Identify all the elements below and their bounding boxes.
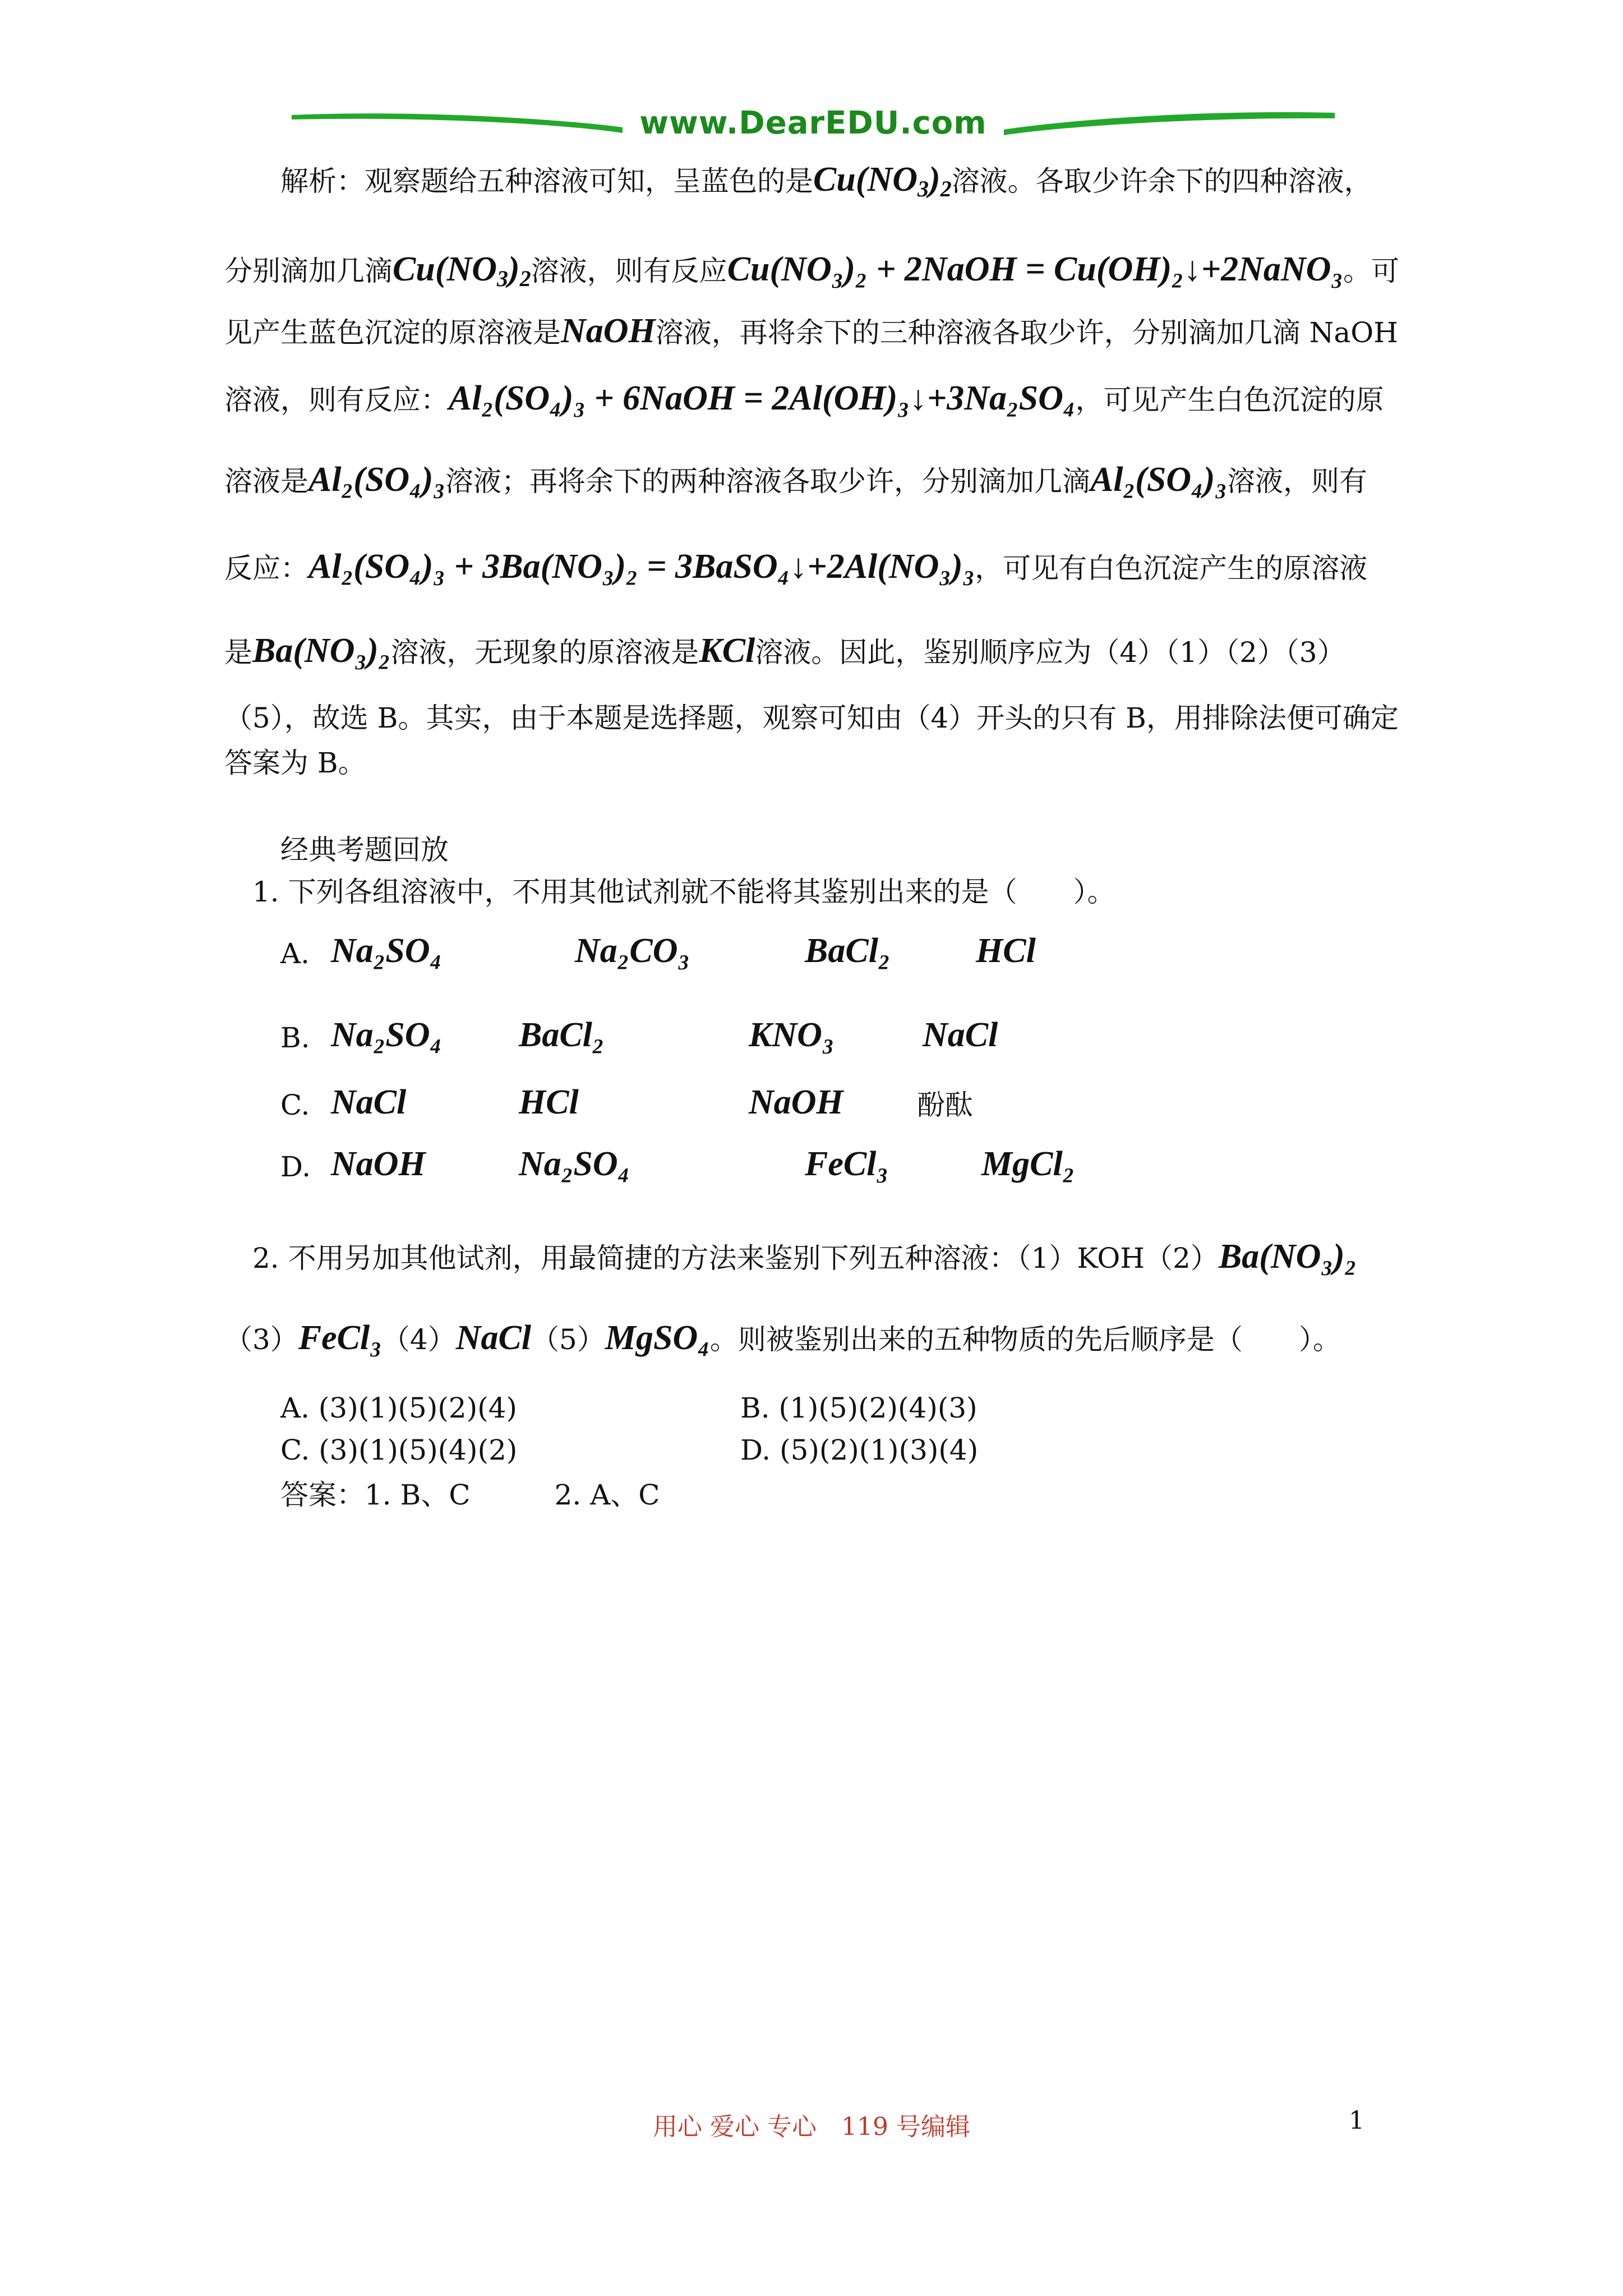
analysis-line-5: 溶液是Al₂(SO₄)₃溶液；再将余下的两种溶液各取少许，分别滴加几滴Al₂(SO₄)₃溶液，则有	[224, 461, 1367, 499]
analysis-line-3: 见产生蓝色沉淀的原溶液是NaOH溶液，再将余下的三种溶液各取少许，分别滴加几滴 NaOH	[224, 312, 1398, 350]
formula-al2so43: Al₂(SO₄)₃	[308, 461, 445, 499]
analysis-line-6: 反应：Al₂(SO₄)₃ + 3Ba(NO₃)₂ = 3BaSO₄↓+2Al(NO₃)₃，可见有白色沉淀产生的原溶液	[224, 547, 1368, 586]
analysis-line-1: 解析：观察题给五种溶液可知，呈蓝色的是$Cu(NO_3)_2$溶液。各取少许余下的四种溶液，	[280, 160, 1372, 201]
q2-option-a: A. (3)(1)(5)(2)(4)	[280, 1392, 518, 1424]
page-number: 1	[1349, 2106, 1364, 2135]
analysis-line-8: （5），故选 B。其实，由于本题是选择题，观察可知由（4）开头的只有 B，用排除法便可确定	[224, 702, 1399, 734]
analysis-line-9: 答案为 B。	[224, 747, 366, 779]
equation-1: Cu(NO₃)₂ + 2NaOH = Cu(OH)₂↓+2NaNO₃	[727, 250, 1344, 288]
site-logo-text: www.DearEDU.com	[639, 105, 987, 141]
q2-option-b: B. (1)(5)(2)(4)(3)	[740, 1392, 978, 1424]
formula-cuno3: $Cu(NO_3)_2$	[813, 160, 952, 201]
formula-cuno3-b: $Cu(NO_3)_2$	[393, 250, 531, 291]
q2-option-c: C. (3)(1)(5)(4)(2)	[280, 1434, 518, 1466]
formula-bano32: Ba(NO₃)₂	[252, 632, 391, 670]
analysis-line-4: 溶液，则有反应：Al₂(SO₄)₃ + 6NaOH = 2Al(OH)₃↓+3Na₂SO₄，可见产生白色沉淀的原	[224, 379, 1384, 417]
formula-naoh: NaOH	[561, 312, 656, 350]
formula-kcl: KCl	[699, 632, 755, 670]
question-2-line-1: 2. 不用另加其他试剂，用最简捷的方法来鉴别下列五种溶液：（1）KOH（2）Ba(NO₃)₂	[252, 1237, 1357, 1276]
equation-2: Al₂(SO₄)₃ + 6NaOH = 2Al(OH)₃↓+3Na₂SO₄	[449, 379, 1076, 417]
question-1: 1. 下列各组溶液中，不用其他试剂就不能将其鉴别出来的是（ ）。	[252, 876, 1115, 908]
q2-option-d: D. (5)(2)(1)(3)(4)	[740, 1434, 979, 1466]
section-heading: 经典考题回放	[280, 834, 449, 866]
equation-3: Al₂(SO₄)₃ + 3Ba(NO₃)₂ = 3BaSO₄↓+2Al(NO₃)₃	[308, 547, 975, 586]
footer-text: 用心 爱心 专心 119 号编辑	[653, 2113, 970, 2141]
question-2-line-2: （3）FeCl₃（4）NaCl（5）MgSO₄。则被鉴别出来的五种物质的先后顺序是（ ）。	[224, 1319, 1341, 1357]
site-header	[292, 104, 1335, 143]
formula-al2so43-b: Al₂(SO₄)₃	[1090, 461, 1227, 499]
analysis-line-7: 是Ba(NO₃)₂溶液，无现象的原溶液是KCl溶液。因此，鉴别顺序应为（4）（1）（2）（3）	[224, 632, 1345, 670]
analysis-line-2: 分别滴加几滴$Cu(NO_3)_2$溶液，则有反应Cu(NO₃)₂ + 2NaOH = Cu(OH)₂↓+2NaNO₃。可	[224, 250, 1400, 291]
answer-line: 答案：1. B、C 2. A、C	[280, 1479, 660, 1511]
